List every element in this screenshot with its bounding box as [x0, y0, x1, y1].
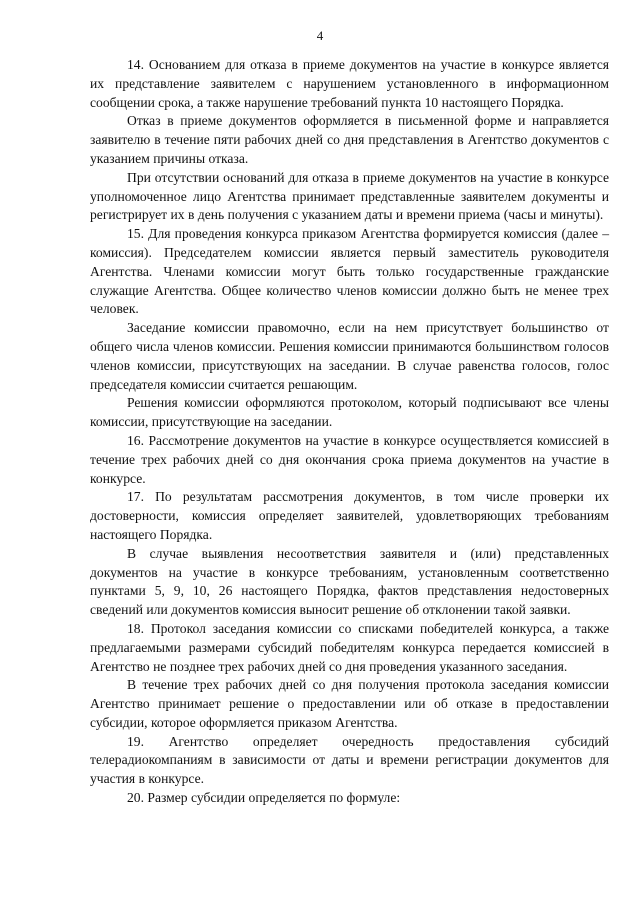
paragraph-quorum: Заседание комиссии правомочно, если на нем присутствует большинство от общего числа членов комиссии. Решения комиссии принимаются большинством голосов членов комиссии, присутствующих на заседании. В случае равенства голосов, голос председателя комиссии считается решающим. — [90, 320, 609, 392]
paragraph-protocol: Решения комиссии оформляются протоколом, который подписывают все члены комиссии, присутствующие на заседании. — [90, 395, 609, 430]
paragraph-19: 19. Агентство определяет очередность предоставления субсидий телерадиокомпаниям в зависимости от даты и времени регистрации документов для участия в конкурсе. — [90, 733, 609, 787]
paragraph-rejection: В случае выявления несоответствия заявителя и (или) представленных документов на участие в конкурсе требованиям, установленным соответственно пунктами 5, 9, 10, 26 настоящего Порядка, фактов представления недостоверных сведений или документов комиссия выносит решение об отклонении такой заявки. — [90, 545, 609, 618]
document-body — [90, 56, 609, 808]
paragraph-refusal-form: Отказ в приеме документов оформляется в письменной форме и направляется заявителю в течение пяти рабочих дней со дня представления в Агентство документов с указанием причины отказа. — [90, 113, 609, 166]
paragraph-20: 20. Размер субсидии определяется по формуле: — [127, 790, 401, 806]
paragraph-15: 15. Для проведения конкурса приказом Агентства формируется комиссия (далее – комиссия). Председателем комиссии является первый заместитель руководителя Агентства. Членами комиссии могут быть только государственные гражданские служащие Агентства. Общее количество членов комиссии должно быть не менее трех человек. — [90, 226, 609, 317]
paragraph-14: 14. Основанием для отказа в приеме документов на участие в конкурсе является их представление заявителем с нарушением установленного в информационном сообщении срока, а также нарушение требований пункта 10 настоящего Порядка. — [90, 57, 609, 110]
paragraph-16: 16. Рассмотрение документов на участие в конкурсе осуществляется комиссией в течение трех рабочих дней со дня окончания срока приема документов на участие в конкурсе. — [90, 432, 609, 486]
page-number: 4 — [316, 28, 324, 43]
paragraph-18: 18. Протокол заседания комиссии со списками победителей конкурса, а также предлагаемыми размерами субсидий победителям конкурса передается комиссией в Агентство не позднее трех рабочих дней со дня проведения указанного заседания. — [90, 620, 609, 674]
paragraph-decision: В течение трех рабочих дней со дня получения протокола заседания комиссии Агентство принимает решение о предоставлении или об отказе в предоставлении субсидии, которое оформляется приказом Агентства. — [90, 677, 609, 730]
paragraph-acceptance: При отсутствии оснований для отказа в приеме документов на участие в конкурсе уполномоченное лицо Агентства принимает представленные заявителем документы и регистрирует их в день получения с указанием даты и времени приема (часы и минуты). — [90, 169, 609, 223]
paragraph-17: 17. По результатам рассмотрения документов, в том числе проверки их достоверности, комиссия определяет заявителей, удовлетворяющих требованиям настоящего Порядка. — [90, 489, 609, 542]
